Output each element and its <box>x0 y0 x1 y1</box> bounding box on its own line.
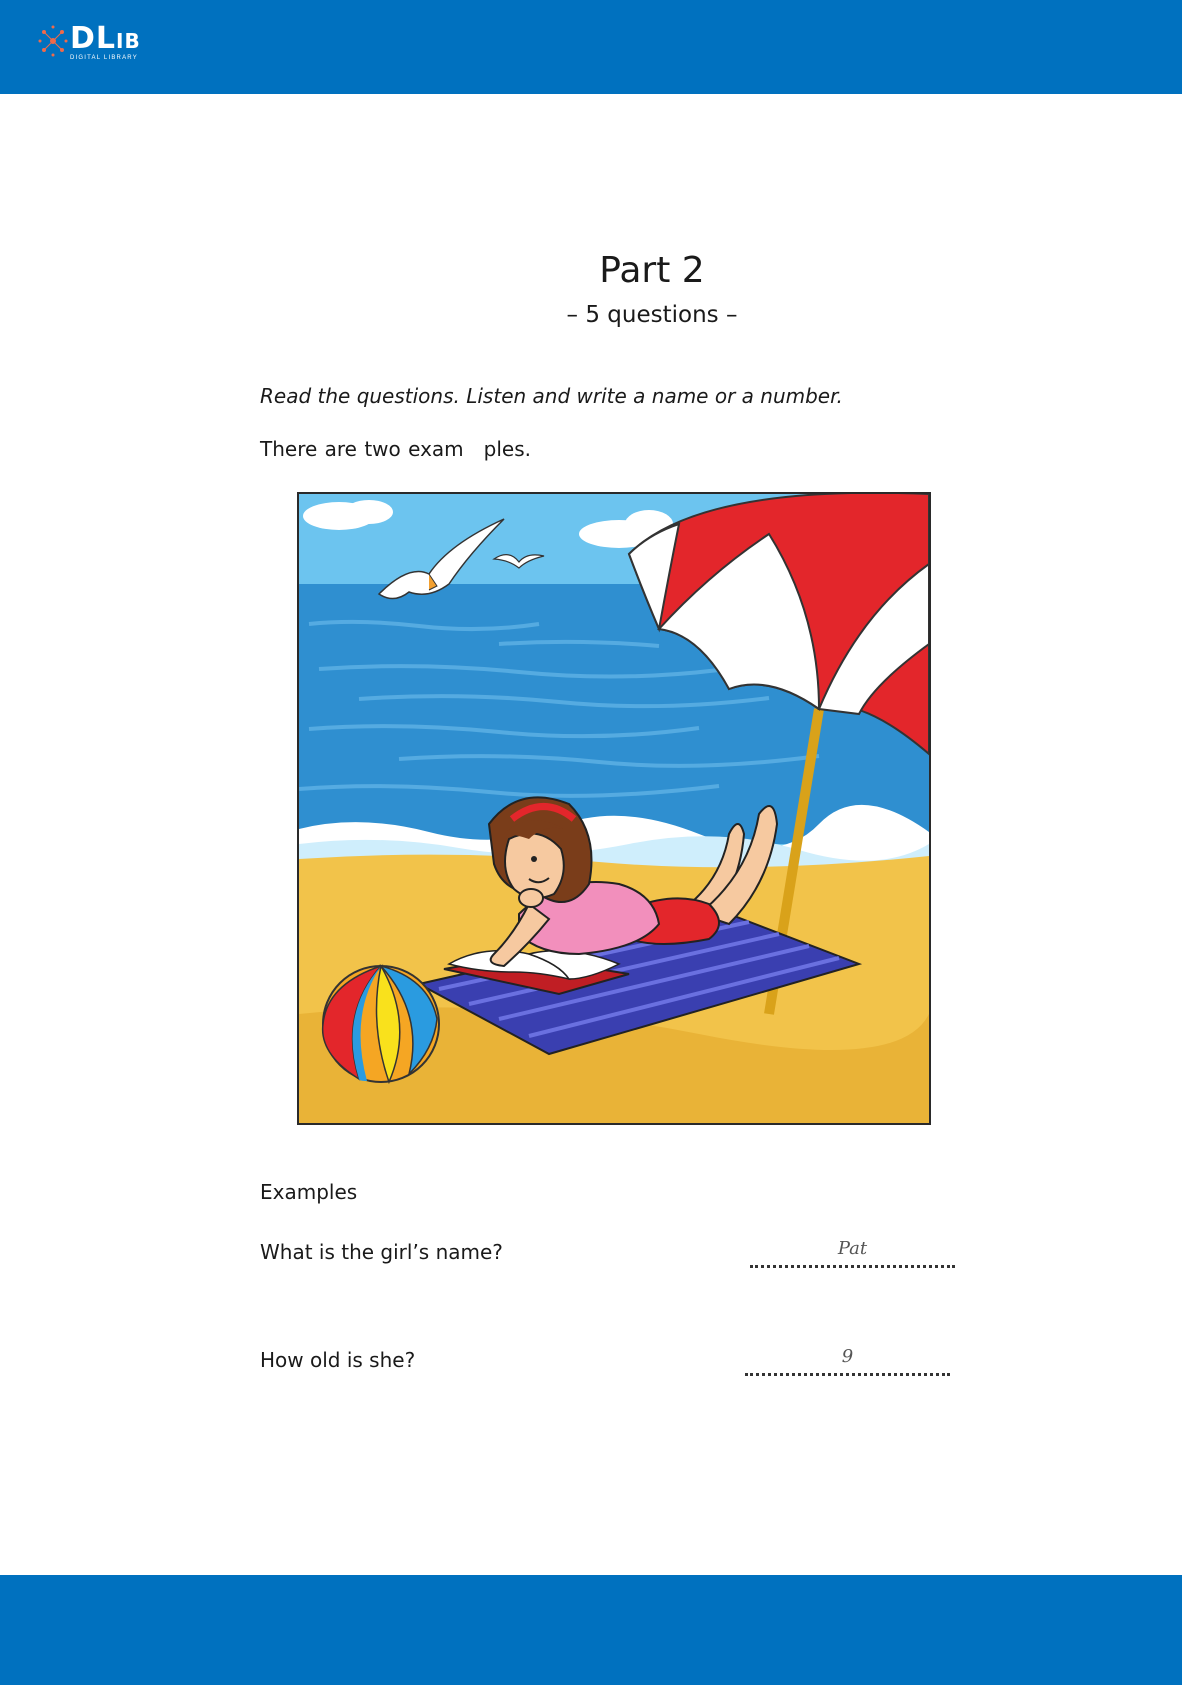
page-edge <box>1182 0 1192 1685</box>
top-banner <box>0 0 1192 94</box>
question-text: What is the girl’s name? <box>260 1240 503 1264</box>
beach-ball-icon <box>323 966 439 1082</box>
dlib-logo[interactable] <box>38 22 168 62</box>
answer-line[interactable]: 9 <box>745 1346 950 1376</box>
answer-line[interactable]: Pat <box>750 1238 955 1268</box>
logo-subtext: DIGITAL LIBRARY <box>70 55 138 61</box>
question-text: How old is she? <box>260 1348 416 1372</box>
page-subtitle: – 5 questions – <box>566 302 738 328</box>
page-title: Part 2 <box>599 250 705 291</box>
beach-girl-reading-illustration <box>297 492 931 1125</box>
example-question-1 <box>260 1240 960 1280</box>
bottom-banner <box>0 1575 1192 1685</box>
example-question-2 <box>260 1348 960 1388</box>
examples-note: There are two exam ples. <box>260 437 532 461</box>
examples-heading: Examples <box>260 1180 358 1204</box>
logo-star-icon <box>38 24 68 58</box>
logo-wordmark: DLIB <box>70 21 141 56</box>
instruction-text: Read the questions. Listen and write a name or a number. <box>260 384 843 408</box>
